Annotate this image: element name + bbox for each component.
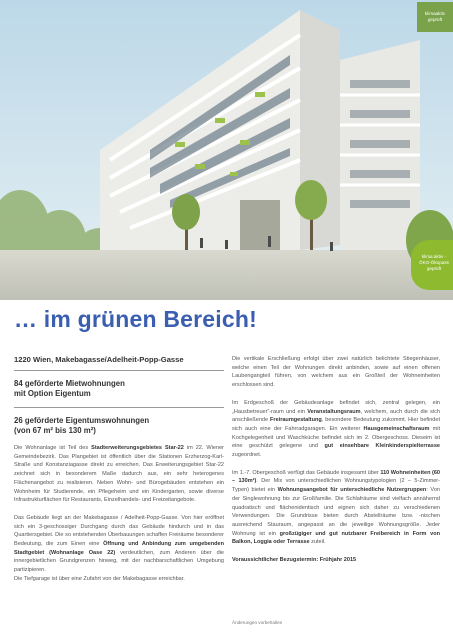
text-run-bold: Hausgemeinschaftsraum [363,425,430,432]
body-paragraph: Die vertikale Erschließung erfolgt über zwei natürlich belichtete Stiegenhäuser, welche einen Teil der Wohnungen direkt anbinden, sowie auf einen offenen Laubengangteil führen, von welchem aus ein Großteil der Wohneinheiten erschlossen sind. [232,356,440,389]
page-headline: … im grünen Bereich! [14,306,257,332]
rent-heading [14,379,224,399]
ownership-heading-line: 26 geförderte Eigentumswohnungen [14,416,150,425]
move-in-date: Voraussichtlicher Bezugstermin: Frühjahr 2015 [232,557,357,564]
text-run-bold: Veranstaltungsraum [307,408,361,415]
building-illustration [0,0,453,300]
text-run: Im Erdgeschoß der Gebäudeanlage befindet sich, zentral gelegen, ein „Hausbetreuer“-raum und ein [232,399,440,415]
text-run-bold: Stadterweiterungsgebietes Star-22 [91,445,184,451]
klimaaktiv-badge [417,2,453,32]
text-run: verdeutlichen, zum Anderen über die innergebietlichen Grundgrenzen hinweg, mit der nachbarschaftlichen Umgebung partizipieren. [14,549,224,574]
text-run: im 22. Wiener Gemeindebezirk. Das Plangebiet ist öffentlich über die Stationen Erzherzog-Karl-Straße und Konstanziagasse direkt zu erreichen. Das Erweiterungsgebiet Star-22 zeichnet sich in besonderem Maße dadurch aus, ein sehr heterogenes Flächenangebot zu realisieren. Neben Wohn- und Bürogebäuden entstehen ein Wohnheim für Studierende, ein Pflegeheim und ein Kindergarten, sowie diverse Infrastrukturflächen für Restaurants, Einzelhandels- und Freizeitangebote. [14,445,224,504]
footnote: Änderungen vorbehalten [232,620,283,625]
text-run-bold: 110 Wohneinheiten (60 – 130m²) [232,469,441,485]
oekopass-badge [411,240,453,290]
badge-line: ÖKO-Ökopass [419,260,449,265]
badge-line: klimaaktiv [424,11,446,16]
right-column [232,355,440,565]
text-run-bold: großzügiger und gut nutzbarer Freibereich in Form von Balkon, Loggia oder Terrasse [232,530,441,546]
ownership-heading [14,416,224,436]
divider [14,407,224,408]
text-run: mit Kochgelegenheit und Waschküche befindet sich im 2. Obergeschoss. Dieseim ist eine geschützt gelegene und [232,425,441,450]
text-run: , besondere Bedeutung zukommt. Hier befindet sich auch eine der Fahrradgaragen. Ein weiterer [232,417,440,432]
body-paragraph [232,399,440,460]
hero-rendering [0,0,453,300]
text-run: Die Tiefgarage ist über eine Zufahrt von der Makebagasse erreichbar. [14,575,185,582]
badge-line: klima:aktiv - [421,254,447,259]
body-paragraph [14,514,224,584]
text-run-bold: gut einsehbare Kleinkinderspielterrasse [324,443,440,450]
text-run: . Der Mix von unterschiedlichen Wohnungstypologien (2 – 5-Zimmer-Typen) bietet ein [232,478,440,494]
text-run: Das Gebäude liegt an der Makebagasse / Adelheit-Popp-Gasse. Von hier eröffnet sich ein 3-geschossiger Durchgang durch das Gebäude hindurch und in das Quartiersgebiet. Die so entstehenden Überbauungen schaffen Freiräume besonderer Bedeutung, die zum Einen eine [14,514,224,548]
text-run: Im 1.-7. Obergeschoß verfügt das Gebäude insgesamt über [232,469,381,476]
text-run: , welchem, auch durch die sich anschließende [232,408,440,424]
text-run: Die Wohnanlage ist Teil des [14,445,92,451]
address-heading: 1220 Wien, Makebagasse/Adelheit-Popp-Gasse [14,355,184,364]
body-paragraph [232,469,440,547]
ownership-heading-line: (von 67 m² bis 130 m²) [14,426,96,435]
text-run-bold: Öffnung und Anbindung zum umgebenden Stadtgebiet (Wohnanlage Oase 22) [14,541,225,556]
body-paragraph [14,444,224,505]
rent-heading-line: mit Option Eigentum [14,389,91,398]
text-run: zugeordnet. [232,452,262,459]
badge-line: geprüft [426,266,442,271]
text-run-bold: Wohnungsangebot für unterschiedliche Nutzergruppen [277,487,427,494]
text-run: : Von der Singlewohnung bis zur Großfamilie. Die Schlafräume sind vielfach annähernd quadratisch und flächenidentisch und eignen sich daher zu verschiedenen Verwendungen. Die Grundrisse bieten durch Abstellräume bzw. -nischen ausreichend Stauraum, angepasst an die jeweilige Wohnungsgröße. Jeder Wohnung ist ein [232,487,440,537]
rent-heading-line: 84 geförderte Mietwohnungen [14,379,125,388]
divider [14,370,224,371]
text-run-bold: Freiraumgestaltung [270,417,322,424]
left-column [14,355,224,593]
badge-line: geprüft [427,16,443,22]
text-run: zuteil. [309,539,326,546]
